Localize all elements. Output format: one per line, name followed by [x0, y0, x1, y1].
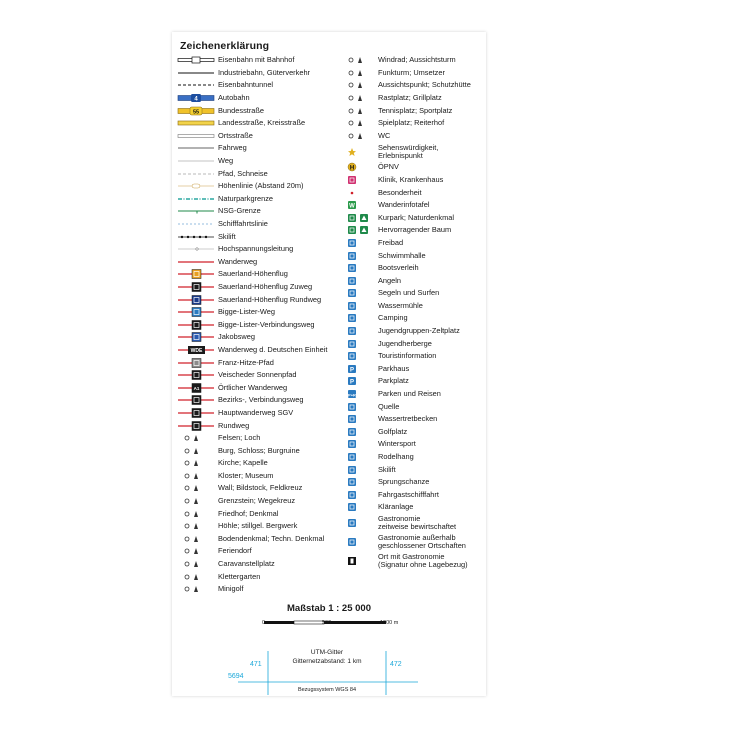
trail-marker-square-symbol-icon: [176, 331, 218, 344]
left-legend-row: [176, 419, 336, 432]
fishing-icon: [342, 274, 378, 287]
legend-label: Örtlicher Wanderweg: [218, 382, 288, 392]
ski-jump-icon: [342, 476, 378, 489]
legend-label: Wanderinfotafel: [378, 200, 430, 210]
svg-text:55: 55: [192, 109, 200, 116]
legend-label: Sehenswürdigkeit, Erlebnispunkt: [378, 142, 439, 160]
legend-label: Veischeder Sonnenpfad: [218, 370, 297, 380]
rail-tunnel-line-symbol-icon: [176, 79, 218, 92]
legend-label: Eisenbahntunnel: [218, 80, 274, 90]
legend-label: Höhenlinie (Abstand 20m): [218, 181, 304, 191]
right-legend-row: [342, 551, 484, 570]
legend-label: Weg: [218, 156, 234, 166]
utm-northing: 5694: [228, 673, 244, 680]
legend-label: Gastronomie außerhalb geschlossener Ortschaften: [378, 533, 466, 550]
legend-label: Bundesstraße: [218, 105, 265, 115]
right-legend-row: [342, 400, 484, 413]
kneipp-icon: [342, 413, 378, 426]
legend-label: Wintersport: [378, 439, 416, 449]
svg-text:P: P: [349, 367, 355, 374]
svg-text:W: W: [349, 203, 355, 210]
wall-cross-icon: [176, 482, 218, 495]
gastronomy-seasonal-icon: [342, 514, 378, 533]
right-legend-row: [342, 375, 484, 388]
watermill-icon: [342, 300, 378, 313]
right-legend-row: [342, 161, 484, 174]
right-legend-row: [342, 186, 484, 199]
power-line-symbol-icon: [176, 243, 218, 256]
castle-icon: [176, 444, 218, 457]
left-legend-row: [176, 444, 336, 457]
legend-label: Schwimmhalle: [378, 250, 426, 260]
right-legend-row: [342, 337, 484, 350]
holiday-village-icon: [176, 545, 218, 558]
legend-label: Eisenbahn mit Bahnhof: [218, 55, 295, 65]
svg-text:H: H: [349, 165, 355, 172]
legend-label: Bodendenkmal; Techn. Denkmal: [218, 533, 325, 543]
left-legend-row: [176, 243, 336, 256]
left-legend-row: [176, 92, 336, 105]
right-legend-row: [342, 199, 484, 212]
left-legend-row: [176, 558, 336, 571]
left-legend-row: [176, 533, 336, 546]
right-legend-row: [342, 92, 484, 105]
legend-label: Kirche; Kapelle: [218, 458, 268, 468]
cave-icon: [176, 520, 218, 533]
winter-sport-icon: [342, 438, 378, 451]
svg-text:P: P: [349, 379, 355, 386]
legend-label: Feriendorf: [218, 546, 252, 556]
right-legend-row: [342, 514, 484, 533]
legend-label: Wassertretbecken: [378, 414, 438, 424]
radio-tower-icon: [342, 67, 378, 80]
trail-marker-square-symbol-icon: [176, 318, 218, 331]
legend-label: Jugendgruppen-Zeltplatz: [378, 326, 460, 336]
left-legend-row: [176, 369, 336, 382]
left-legend-row: [176, 117, 336, 130]
tourist-info-icon: [342, 350, 378, 363]
trail-marker-wide-symbol-icon: [176, 344, 218, 357]
left-legend-row: [176, 142, 336, 155]
trail-marker-square-symbol-icon: [176, 419, 218, 432]
legend-label: Friedhof; Denkmal: [218, 508, 279, 518]
legend-label: Minigolf: [218, 584, 244, 594]
utm-grid-legend: [228, 647, 428, 697]
trail-marker-square-symbol-icon: [176, 369, 218, 382]
right-legend-row: [342, 249, 484, 262]
legend-label: Hervorragender Baum: [378, 225, 452, 235]
legend-label: Wassermühle: [378, 300, 423, 310]
legend-label: Fahrgastschifffahrt: [378, 489, 439, 499]
legend-label: Franz-Hitze-Pfad: [218, 357, 274, 367]
boat-rental-icon: [342, 262, 378, 275]
rest-area-icon: [342, 92, 378, 105]
legend-label: Bezirks-, Verbindungsweg: [218, 395, 304, 405]
right-legend-row: [342, 300, 484, 313]
ski-lift-line-symbol-icon: [176, 230, 218, 243]
right-legend-row: [342, 463, 484, 476]
right-legend-row: [342, 274, 484, 287]
left-legend-row: [176, 167, 336, 180]
left-legend-row: [176, 155, 336, 168]
svg-text:A1: A1: [193, 385, 200, 391]
shipping-line-symbol-icon: [176, 218, 218, 231]
left-legend-row: [176, 193, 336, 206]
federal-road-line-symbol-icon: [176, 104, 218, 117]
left-legend-row: [176, 495, 336, 508]
right-legend-row: [342, 174, 484, 187]
trail-marker-square-symbol-icon: [176, 381, 218, 394]
info-board-icon: [342, 199, 378, 212]
contour-line-symbol-icon: [176, 180, 218, 193]
trail-marker-square-symbol-icon: [176, 306, 218, 319]
playground-icon: [342, 117, 378, 130]
left-legend-row: [176, 306, 336, 319]
monastery-icon: [176, 470, 218, 483]
legend-label: Ortsstraße: [218, 130, 253, 140]
gastronomy-town-icon: [342, 551, 378, 570]
legend-label: Schifffahrtslinie: [218, 219, 268, 229]
left-legend-row: [176, 344, 336, 357]
parking-icon: [342, 375, 378, 388]
utm-datum: Bezugssystem WGS 84: [297, 687, 357, 693]
tree-icon: [342, 224, 378, 237]
right-legend-row: [342, 533, 484, 552]
legend-label: Sauerland-Höhenflug Rundweg: [218, 294, 322, 304]
legend-label: Bigge-Lister-Weg: [218, 307, 275, 317]
camping-icon: [342, 312, 378, 325]
right-legend-row: [342, 501, 484, 514]
left-legend-row: [176, 394, 336, 407]
left-legend-row: [176, 432, 336, 445]
park-ride-icon: [342, 388, 378, 401]
legend-label: Wanderweg d. Deutschen Einheit: [218, 344, 328, 354]
nsg-boundary-symbol-icon: [176, 205, 218, 218]
left-legend-row: [176, 482, 336, 495]
bus-stop-icon: [342, 161, 378, 174]
utm-easting-left: 471: [250, 661, 262, 668]
left-legend-row: [176, 545, 336, 558]
ski-lift-icon: [342, 463, 378, 476]
left-legend-row: [176, 79, 336, 92]
legend-label: Rundweg: [218, 420, 250, 430]
left-legend-row: [176, 67, 336, 80]
right-legend-row: [342, 476, 484, 489]
right-legend-row: [342, 211, 484, 224]
legend-label: Burg, Schloss; Burgruine: [218, 445, 300, 455]
legend-label: Quelle: [378, 401, 400, 411]
left-legend-row: [176, 520, 336, 533]
wind-turbine-icon: [342, 54, 378, 67]
legend-label: Fahrweg: [218, 143, 247, 153]
legend-label: Rastplatz; Grillplatz: [378, 93, 442, 103]
utm-spacing: Gitternetzabstand: 1 km: [292, 658, 362, 665]
legend-label: Sauerland-Höhenflug Zuweg: [218, 281, 313, 291]
trail-marker-square-symbol-icon: [176, 293, 218, 306]
right-legend-row: [342, 104, 484, 117]
legend-label: NSG-Grenze: [218, 206, 261, 216]
sight-icon: [342, 142, 378, 161]
legend-label: Autobahn: [218, 93, 250, 103]
scale-tick-500: 500: [322, 620, 332, 626]
local-road-line-symbol-icon: [176, 130, 218, 143]
right-legend-row: [342, 130, 484, 143]
scale-title: Maßstab 1 : 25 000: [287, 603, 371, 614]
state-road-line-symbol-icon: [176, 117, 218, 130]
right-legend-row: [342, 79, 484, 92]
climbing-icon: [176, 570, 218, 583]
indoor-pool-icon: [342, 249, 378, 262]
sledging-icon: [342, 451, 378, 464]
left-legend-row: [176, 356, 336, 369]
left-legend-row: [176, 293, 336, 306]
legend-label: Grenzstein; Wegekreuz: [218, 496, 296, 506]
right-legend-row: [342, 350, 484, 363]
legend-label: Golfplatz: [378, 426, 408, 436]
sewage-plant-icon: [342, 501, 378, 514]
trail-dashed-line-symbol-icon: [176, 167, 218, 180]
legend-label: Hauptwanderweg SGV: [218, 407, 294, 417]
hostel-icon: [342, 337, 378, 350]
legend-label: Rodelhang: [378, 452, 414, 461]
right-legend-row: [342, 237, 484, 250]
right-legend-row: [342, 426, 484, 439]
legend-label: Bigge-Lister-Verbindungsweg: [218, 319, 315, 329]
legend-label: Skilift: [218, 231, 236, 241]
legend-label: Pfad, Schneise: [218, 168, 268, 178]
cemetery-icon: [176, 507, 218, 520]
trail-marker-square-symbol-icon: [176, 356, 218, 369]
legend-label: Wall; Bildstock, Feldkreuz: [218, 483, 303, 493]
right-legend-row: [342, 142, 484, 161]
youth-camp-icon: [342, 325, 378, 338]
right-legend-row: [342, 67, 484, 80]
gastronomy-outside-icon: [342, 533, 378, 552]
right-legend-row: [342, 325, 484, 338]
legend-column-left: [176, 54, 336, 596]
railway-station-line-symbol-icon: [176, 54, 218, 67]
scale-tick-1000: 1000 m: [380, 620, 399, 626]
legend-label: Industriebahn, Güterverkehr: [218, 67, 311, 77]
left-legend-row: [176, 583, 336, 596]
right-legend-row: [342, 451, 484, 464]
legend-label: Sauerland-Höhenflug: [218, 269, 288, 279]
rock-icon: [176, 432, 218, 445]
legend-label: Caravanstellplatz: [218, 559, 275, 569]
legend-label: Camping: [378, 313, 408, 323]
right-legend-row: [342, 413, 484, 426]
left-legend-row: [176, 470, 336, 483]
legend-label: Angeln: [378, 275, 402, 285]
church-icon: [176, 457, 218, 470]
right-legend-row: [342, 312, 484, 325]
left-legend-row: [176, 318, 336, 331]
path-line-symbol-icon: [176, 155, 218, 168]
legend-label: Freibad: [378, 237, 404, 247]
left-legend-row: [176, 54, 336, 67]
left-legend-row: [176, 130, 336, 143]
caravan-icon: [176, 558, 218, 571]
left-legend-row: [176, 331, 336, 344]
hospital-icon: [342, 174, 378, 187]
parking-garage-icon: [342, 363, 378, 376]
monument-icon: [176, 533, 218, 546]
legend-label: ÖPNV: [378, 162, 399, 172]
legend-label: Touristinformation: [378, 351, 437, 361]
trail-marker-square-symbol-icon: [176, 281, 218, 294]
legend-label: Aussichtspunkt; Schutzhütte: [378, 80, 471, 90]
scale-tick-0: 0: [262, 620, 266, 626]
left-legend-row: [176, 268, 336, 281]
spring-icon: [342, 400, 378, 413]
left-legend-row: [176, 205, 336, 218]
motorway-line-symbol-icon: [176, 92, 218, 105]
legend-label: Gastronomie zeitweise bewirtschaftet: [378, 514, 457, 532]
trail-marker-square-symbol-icon: [176, 407, 218, 420]
left-legend-row: [176, 570, 336, 583]
hiking-trail-line-symbol-icon: [176, 256, 218, 269]
left-legend-row: [176, 457, 336, 470]
legend-label: Kläranlage: [378, 502, 414, 512]
nature-park-boundary-symbol-icon: [176, 193, 218, 206]
legend-label: Klettergarten: [218, 571, 261, 581]
legend-label: Ort mit Gastronomie (Signatur ohne Lagebezug): [378, 551, 468, 569]
right-legend-row: [342, 488, 484, 501]
legend-label: Kurpark; Naturdenkmal: [378, 212, 454, 222]
right-legend-row: [342, 388, 484, 401]
legend-label: Kloster; Museum: [218, 470, 274, 480]
wc-icon: [342, 130, 378, 143]
legend-label: Höhle; stillgel. Bergwerk: [218, 521, 298, 531]
golf-icon: [342, 426, 378, 439]
left-legend-row: [176, 180, 336, 193]
legend-label: Klinik, Krankenhaus: [378, 174, 444, 184]
right-legend-row: [342, 54, 484, 67]
legend-label: Parken und Reisen: [378, 389, 441, 399]
legend-label: Funkturm; Umsetzer: [378, 67, 445, 77]
legend-label: Skilift: [378, 464, 396, 474]
utm-title: UTM-Gitter: [310, 649, 344, 656]
spa-park-icon: [342, 211, 378, 224]
boundary-stone-icon: [176, 495, 218, 508]
legend-label: Jugendherberge: [378, 338, 432, 348]
legend-label: Sprungschanze: [378, 477, 430, 487]
legend-label: Hochspannungsleitung: [218, 244, 294, 254]
legend-label: Tennisplatz; Sportplatz: [378, 105, 453, 115]
legend-label: Besonderheit: [378, 187, 422, 197]
minigolf-icon: [176, 583, 218, 596]
legend-label: Windrad; Aussichtsturm: [378, 55, 456, 65]
left-legend-row: [176, 281, 336, 294]
left-legend-row: [176, 407, 336, 420]
right-legend-row: [342, 224, 484, 237]
legend-label: Landesstraße, Kreisstraße: [218, 118, 306, 128]
legend-label: Naturparkgrenze: [218, 193, 274, 203]
legend-label: Parkhaus: [378, 363, 410, 373]
svg-text:4: 4: [194, 96, 198, 103]
svg-text:P+R: P+R: [348, 392, 356, 398]
legend-title: Zeichenerklärung: [180, 40, 270, 52]
legend-label: Jakobsweg: [218, 332, 255, 342]
legend-label: Spielplatz; Reiterhof: [378, 118, 445, 128]
left-legend-row: [176, 104, 336, 117]
legend-label: Wanderweg: [218, 256, 258, 266]
left-legend-row: [176, 507, 336, 520]
track-line-symbol-icon: [176, 142, 218, 155]
legend-label: Parkplatz: [378, 376, 409, 386]
right-legend-row: [342, 363, 484, 376]
left-legend-row: [176, 230, 336, 243]
industrial-rail-line-symbol-icon: [176, 67, 218, 80]
right-legend-row: [342, 262, 484, 275]
special-icon: [342, 186, 378, 199]
outdoor-pool-icon: [342, 237, 378, 250]
right-legend-row: [342, 438, 484, 451]
left-legend-row: [176, 218, 336, 231]
legend-label: WC: [378, 130, 391, 140]
trail-marker-square-symbol-icon: [176, 268, 218, 281]
left-legend-row: [176, 256, 336, 269]
trail-marker-square-symbol-icon: [176, 394, 218, 407]
legend-label: Segeln und Surfen: [378, 288, 440, 298]
legend-label: Felsen; Loch: [218, 433, 261, 443]
legend-sheet: [172, 32, 486, 696]
svg-text:WDE: WDE: [190, 347, 203, 354]
utm-easting-right: 472: [390, 661, 402, 668]
tennis-icon: [342, 104, 378, 117]
viewpoint-icon: [342, 79, 378, 92]
legend-column-right: [342, 54, 484, 570]
sailing-icon: [342, 287, 378, 300]
legend-label: Bootsverleih: [378, 263, 419, 273]
right-legend-row: [342, 117, 484, 130]
left-legend-row: [176, 381, 336, 394]
passenger-ship-icon: [342, 488, 378, 501]
right-legend-row: [342, 287, 484, 300]
